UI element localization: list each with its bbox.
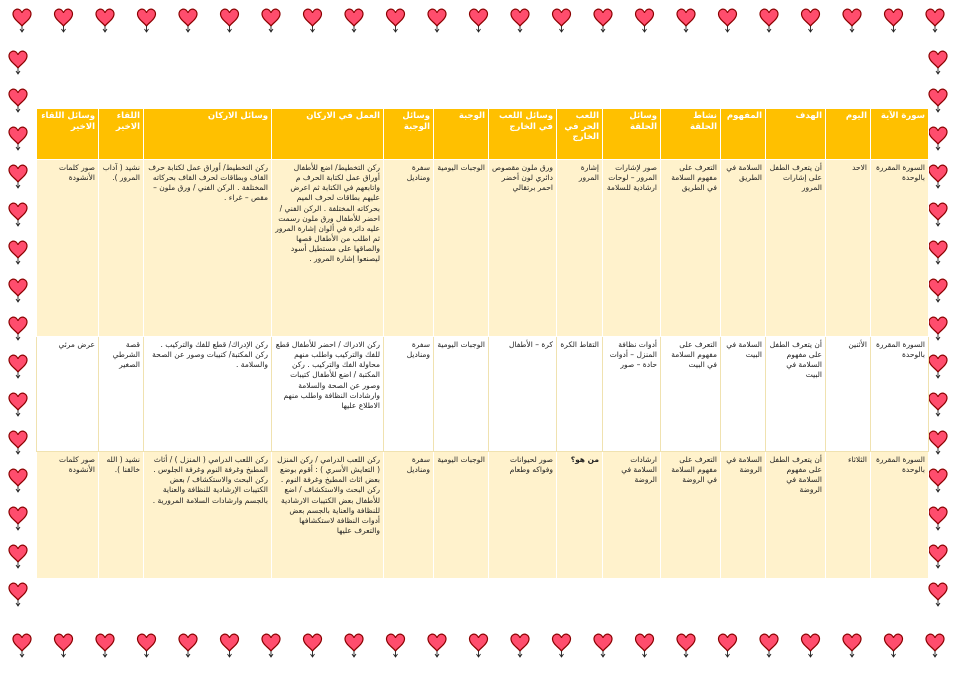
heart-balloon-icon	[345, 634, 363, 657]
heart-balloon-icon	[9, 279, 27, 302]
heart-balloon-icon	[9, 393, 27, 416]
heart-balloon-icon	[553, 634, 571, 657]
table-cell: ركن التخطيط/ أوراق عمل لكتابة حرف القاف وبطاقات لحرف القاف بحركاته المختلفة . الركن الفني / ورق ملون – مقص – غراء .	[144, 160, 272, 337]
heart-balloon-icon	[885, 634, 903, 657]
table-cell: الأثنين	[826, 337, 871, 452]
heart-balloon-icon	[9, 545, 27, 568]
heart-balloon-icon	[594, 9, 612, 32]
heart-balloon-icon	[929, 165, 947, 188]
heart-balloon-icon	[719, 9, 737, 32]
heart-balloon-icon	[470, 634, 488, 657]
header-concept: المفهوم	[721, 109, 766, 160]
heart-balloon-icon	[929, 355, 947, 378]
table-cell: التعرف على مفهوم السلامة في الطريق	[661, 160, 721, 337]
heart-balloon-icon	[843, 634, 861, 657]
heart-balloon-icon	[345, 9, 363, 32]
table-cell: صور كلمات الأنشودة	[37, 452, 99, 579]
header-outdoor-tools: وسائل اللعب في الخارج	[489, 109, 557, 160]
heart-balloon-icon	[929, 241, 947, 264]
heart-balloon-icon	[929, 317, 947, 340]
table-row	[37, 452, 929, 579]
table-cell: سفرة ومناديل	[384, 452, 434, 579]
heart-balloon-icon	[929, 393, 947, 416]
heart-balloon-icon	[636, 9, 654, 32]
table-cell: ارشادات السلامة في الروضة	[603, 452, 661, 579]
header-goal: الهدف	[766, 109, 826, 160]
heart-balloon-icon	[929, 127, 947, 150]
heart-balloon-icon	[553, 9, 571, 32]
heart-balloon-icon	[262, 9, 280, 32]
table-cell: ركن التخطيط/ اضع للأطفال أوراق عمل لكتابة الحرف م واتابعهم في الكتابة ثم اعرض عليهم بطاقات لحرف الميم بحركاته المختلفة . الركن الفني / احضر للأطفال ورق ملون رسمت عليه دائرة في ألوان إشارة المرور ثم اطلب من الأطفال قصها والصاقها على مستطيل أسود ليصنعوا إشارة المرور .	[272, 160, 384, 337]
heart-balloon-icon	[179, 634, 197, 657]
heart-balloon-icon	[96, 9, 114, 32]
heart-balloon-icon	[9, 89, 27, 112]
table-cell: صور كلمات الأنشودة	[37, 160, 99, 337]
heart-balloon-icon	[387, 9, 405, 32]
table-cell: ركن اللعب الدرامي / ركن المنزل ( التعايش الأسري ) : أقوم بوضع بعض اثاث المطبخ وغرفة النوم . ركن البحث والاستكشاف / اضع للأطفال بعض الكتيبات الارشادية للنظافة والعناية بالجسم بعض أدوات النظافة لاستكشافها والتعرف عليها	[272, 452, 384, 579]
heart-balloon-icon	[428, 9, 446, 32]
table-cell: أن يتعرف الطفل على مفهوم السلامة في البيت	[766, 337, 826, 452]
table-cell: ركن الادراك / احضر للأطفال قطع للفك والتركيب واطلب منهم محاولة الفك والتركيب . ركن المكتبة / اضع للأطفال كتيبات وصور عن الصحة والسلامة وارشادات النظافة واطلب منهم الاطلاع عليها	[272, 337, 384, 452]
heart-balloon-icon	[13, 634, 31, 657]
table-cell: صور لإشارات المرور – لوحات ارشادية للسلامة	[603, 160, 661, 337]
heart-balloon-icon	[843, 9, 861, 32]
heart-balloon-icon	[55, 634, 73, 657]
heart-balloon-icon	[9, 431, 27, 454]
table-cell: أدوات نظافة المنزل – أدوات حادة – صور	[603, 337, 661, 452]
heart-balloon-icon	[594, 634, 612, 657]
heart-balloon-icon	[9, 127, 27, 150]
table-cell: الوجبات اليومية	[434, 337, 489, 452]
table-cell: الاحد	[826, 160, 871, 337]
heart-balloon-icon	[760, 634, 778, 657]
table-row	[37, 160, 929, 337]
heart-balloon-icon	[9, 583, 27, 606]
heart-balloon-icon	[262, 634, 280, 657]
table-cell: الثلاثاء	[826, 452, 871, 579]
heart-balloon-icon	[428, 634, 446, 657]
heart-balloon-icon	[926, 9, 944, 32]
table-cell: الوجبات اليومية	[434, 452, 489, 579]
header-circle-tools: وسائل الحلقة	[603, 109, 661, 160]
table-cell: من هو؟	[557, 452, 603, 579]
heart-balloon-icon	[677, 634, 695, 657]
table-cell: نشيد ( آداب المرور ).	[99, 160, 144, 337]
header-meal-tools: وسائل الوجبة	[384, 109, 434, 160]
table-cell: سفرة ومناديل	[384, 337, 434, 452]
heart-balloon-icon	[9, 165, 27, 188]
heart-balloon-icon	[929, 89, 947, 112]
table-cell: التقاط الكرة	[557, 337, 603, 452]
table-cell: أن يتعرف الطفل على إشارات المرور	[766, 160, 826, 337]
table-cell: كرة – الأطفال	[489, 337, 557, 452]
heart-balloon-icon	[9, 507, 27, 530]
header-circle-activity: نشاط الحلقة	[661, 109, 721, 160]
table-cell: نشيد ( الله خالقنا ).	[99, 452, 144, 579]
heart-balloon-icon	[926, 634, 944, 657]
header-corners-work: العمل في الاركان	[272, 109, 384, 160]
table-cell: السورة المقررة بالوحدة	[871, 452, 929, 579]
table-cell: سفرة ومناديل	[384, 160, 434, 337]
header-final-meeting: اللقاء الاخير	[99, 109, 144, 160]
table-row	[37, 337, 929, 452]
heart-balloon-icon	[9, 317, 27, 340]
header-corners-tools: وسائل الاركان	[144, 109, 272, 160]
heart-balloon-icon	[9, 355, 27, 378]
heart-balloon-icon	[929, 203, 947, 226]
heart-balloon-icon	[929, 583, 947, 606]
heart-balloon-icon	[96, 634, 114, 657]
heart-balloon-icon	[929, 279, 947, 302]
heart-balloon-icon	[55, 9, 73, 32]
table-cell: السلامة في الروضة	[721, 452, 766, 579]
table-cell: ركن اللعب الدرامي ( المنزل ) / أثاث المطبخ وغرفة النوم وغرفة الجلوس . ركن البحث والاستكشاف / بعض الكتيبات الإرشادية للنظافة والعناية بالجسم وارشادات السلامة المرورية .	[144, 452, 272, 579]
table-cell: قصة الشرطي الصغير	[99, 337, 144, 452]
heart-balloon-icon	[929, 51, 947, 74]
table-cell: ورق ملون مقصوص دائري لون أخضر احمر برتقالي	[489, 160, 557, 337]
header-outdoor-play: اللعب الحر في الخارج	[557, 109, 603, 160]
table-cell: السورة المقررة بالوحدة	[871, 160, 929, 337]
table-cell: أن يتعرف الطفل على مفهوم السلامة في الروضة	[766, 452, 826, 579]
table-cell: صور لحيوانات وفواكه وطعام	[489, 452, 557, 579]
heart-balloon-icon	[9, 51, 27, 74]
heart-balloon-icon	[760, 9, 778, 32]
heart-balloon-icon	[511, 9, 529, 32]
heart-balloon-icon	[9, 241, 27, 264]
table-cell: السورة المقررة بالوحدة	[871, 337, 929, 452]
heart-balloon-icon	[802, 9, 820, 32]
heart-balloon-icon	[387, 634, 405, 657]
heart-balloon-icon	[13, 9, 31, 32]
heart-balloon-icon	[304, 9, 322, 32]
table-cell: إشارة المرور	[557, 160, 603, 337]
heart-balloon-icon	[221, 9, 239, 32]
header-final-tools: وسائل اللقاء الاخير	[37, 109, 99, 160]
table-cell: الوجبات اليومية	[434, 160, 489, 337]
heart-balloon-icon	[138, 9, 156, 32]
header-row	[37, 109, 929, 160]
heart-balloon-icon	[304, 634, 322, 657]
header-meal: الوجبة	[434, 109, 489, 160]
heart-balloon-icon	[929, 507, 947, 530]
heart-balloon-icon	[138, 634, 156, 657]
heart-balloon-icon	[677, 9, 695, 32]
table-cell: عرض مرئي	[37, 337, 99, 452]
heart-balloon-icon	[9, 469, 27, 492]
heart-balloon-icon	[511, 634, 529, 657]
heart-balloon-icon	[179, 9, 197, 32]
heart-balloon-icon	[929, 431, 947, 454]
heart-balloon-icon	[719, 634, 737, 657]
table-cell: التعرف على مفهوم السلامة في البيت	[661, 337, 721, 452]
heart-balloon-icon	[9, 203, 27, 226]
heart-balloon-icon	[929, 545, 947, 568]
heart-balloon-icon	[802, 634, 820, 657]
header-day: اليوم	[826, 109, 871, 160]
heart-balloon-icon	[636, 634, 654, 657]
heart-balloon-icon	[885, 9, 903, 32]
header-surah: سورة الآية	[871, 109, 929, 160]
table-cell: التعرف على مفهوم السلامة في الروضة	[661, 452, 721, 579]
heart-balloon-icon	[470, 9, 488, 32]
weekly-plan-table	[36, 108, 929, 579]
table-cell: السلامة في البيت	[721, 337, 766, 452]
heart-balloon-icon	[221, 634, 239, 657]
table-cell: السلامة في الطريق	[721, 160, 766, 337]
heart-balloon-icon	[929, 469, 947, 492]
table-cell: ركن الإدراك/ قطع للفك والتركيب . ركن المكتبة/ كتيبات وصور عن الصحة والسلامة .	[144, 337, 272, 452]
